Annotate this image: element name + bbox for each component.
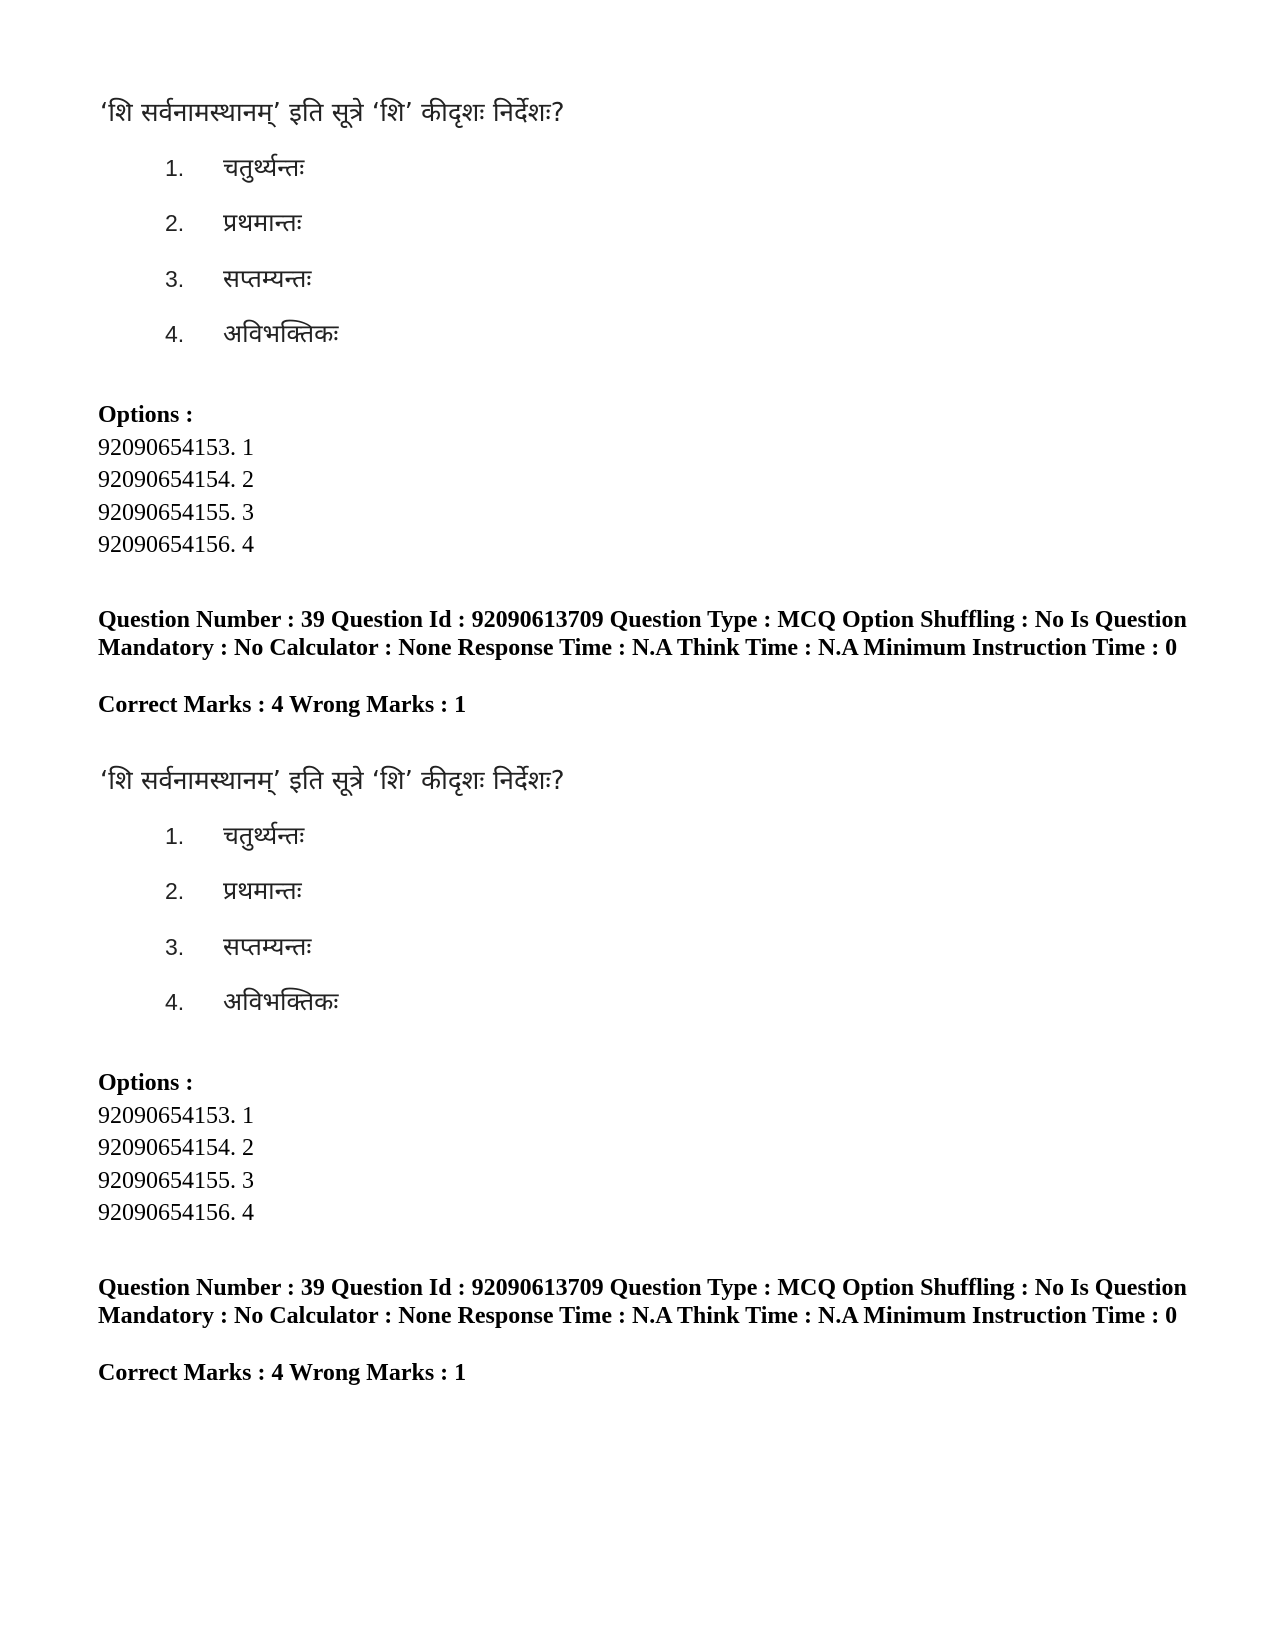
choice-item — [165, 261, 311, 295]
question-text: ‘शि सर्वनामस्थानम्’ इति सूत्रे ‘शि’ कीदृशः निर्देशः? — [100, 98, 565, 128]
choice-number: 2. — [165, 210, 185, 236]
choice-text: अविभक्तिकः — [223, 987, 339, 1016]
question-meta: Question Number : 39 Question Id : 92090613709 Question Type : MCQ Option Shuffling : No Is Question Mandatory : No Calculator : None Response Time : N.A Think Time : N.A Minimum Instruction Time : 0 — [98, 1275, 1187, 1329]
option-line: 92090654153. 1 — [98, 435, 254, 461]
options-heading: Options : — [98, 1070, 194, 1096]
choice-item — [165, 316, 338, 350]
choice-text: चतुर्थ्यन्तः — [223, 153, 305, 182]
option-line: 92090654155. 3 — [98, 500, 254, 526]
marks-line: Correct Marks : 4 Wrong Marks : 1 — [98, 1360, 467, 1386]
choice-number: 1. — [165, 155, 185, 181]
choice-item — [165, 929, 311, 963]
choice-number: 3. — [165, 266, 185, 292]
choice-item — [165, 205, 302, 239]
choice-number: 2. — [165, 878, 185, 904]
choice-text: चतुर्थ्यन्तः — [223, 821, 305, 850]
choice-item — [165, 984, 338, 1018]
choice-text: सप्तम्यन्तः — [223, 932, 312, 961]
option-line: 92090654156. 4 — [98, 1200, 254, 1226]
choice-number: 1. — [165, 823, 185, 849]
choice-number: 4. — [165, 321, 185, 347]
question-meta: Question Number : 39 Question Id : 92090613709 Question Type : MCQ Option Shuffling : No Is Question Mandatory : No Calculator : None Response Time : N.A Think Time : N.A Minimum Instruction Time : 0 — [98, 607, 1187, 661]
marks-line: Correct Marks : 4 Wrong Marks : 1 — [98, 692, 467, 718]
choice-number: 3. — [165, 934, 185, 960]
choice-number: 4. — [165, 989, 185, 1015]
options-heading: Options : — [98, 402, 194, 428]
option-line: 92090654154. 2 — [98, 1135, 254, 1161]
choice-text: सप्तम्यन्तः — [223, 264, 312, 293]
choice-item — [165, 818, 304, 852]
choice-text: अविभक्तिकः — [223, 319, 339, 348]
option-line: 92090654155. 3 — [98, 1168, 254, 1194]
choice-text: प्रथमान्तः — [223, 208, 302, 237]
option-line: 92090654156. 4 — [98, 532, 254, 558]
choice-item — [165, 150, 304, 184]
choice-item — [165, 873, 302, 907]
option-line: 92090654154. 2 — [98, 467, 254, 493]
question-text: ‘शि सर्वनामस्थानम्’ इति सूत्रे ‘शि’ कीदृशः निर्देशः? — [100, 766, 565, 796]
option-line: 92090654153. 1 — [98, 1103, 254, 1129]
choice-text: प्रथमान्तः — [223, 876, 302, 905]
